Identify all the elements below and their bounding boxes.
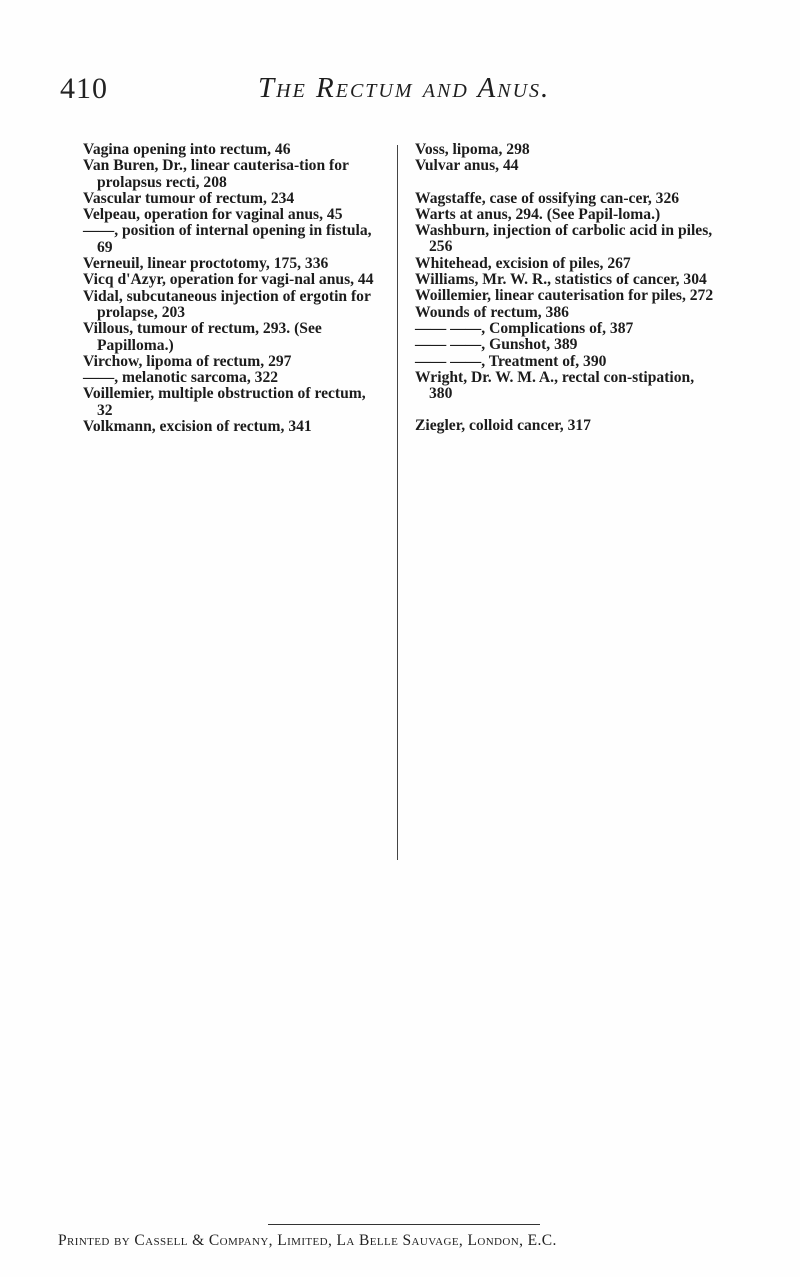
index-entry: Voillemier, multiple obstruction of rectum, 32 [83, 385, 366, 419]
footer-rule [268, 1224, 540, 1225]
index-entry: Wright, Dr. W. M. A., rectal con-stipation, 380 [415, 368, 695, 403]
index-entry: Williams, Mr. W. R., statistics of cancer, 304 [415, 271, 707, 289]
index-entry: Vagina opening into rectum, 46 [83, 141, 291, 158]
index-entry: Vascular tumour of rectum, 234 [83, 189, 295, 207]
page-number: 410 [60, 72, 108, 105]
index-entry: —— ——, Complications of, 387 [415, 319, 634, 337]
index-entry: Verneuil, linear proctotomy, 175, 336 [83, 255, 329, 273]
index-entry: Vicq d'Azyr, operation for vagi-nal anus, 44 [83, 271, 374, 289]
index-entry: Woillemier, linear cauterisation for piles, 272 [415, 287, 714, 305]
running-title: The Rectum and Anus. [258, 72, 551, 104]
index-column-right [415, 142, 720, 435]
index-entry: Wagstaffe, case of ossifying can-cer, 326 [415, 189, 680, 207]
printer-imprint: Printed by Cassell & Company, Limited, La Belle Sauvage, London, E.C. [58, 1232, 557, 1249]
index-entry: Volkmann, excision of rectum, 341 [83, 418, 312, 436]
index-entry: —— ——, Treatment of, 390 [415, 352, 607, 370]
index-entry: Van Buren, Dr., linear cauterisa-tion for prolapsus recti, 208 [83, 157, 349, 191]
index-entry: Washburn, injection of carbolic acid in piles, 256 [415, 222, 713, 256]
index-entry: Voss, lipoma, 298 [415, 141, 530, 158]
index-entry: Wounds of rectum, 386 [415, 303, 569, 321]
index-entry: Virchow, lipoma of rectum, 297 [83, 352, 292, 370]
index-entry: —— ——, Gunshot, 389 [415, 336, 578, 354]
index-entry: Ziegler, colloid cancer, 317 [415, 417, 591, 435]
index-column-left [83, 142, 378, 435]
page-header [60, 72, 760, 112]
index-entry: Whitehead, excision of piles, 267 [415, 254, 631, 272]
index-entry: ——, melanotic sarcoma, 322 [83, 369, 279, 387]
index-entry: Vulvar anus, 44 [415, 157, 519, 175]
index-entry: Warts at anus, 294. (See Papil-loma.) [415, 205, 661, 223]
index-entry: Velpeau, operation for vaginal anus, 45 [83, 206, 343, 224]
index-entry: Villous, tumour of rectum, 293. (See Papilloma.) [83, 320, 322, 354]
index-entry: Vidal, subcutaneous injection of ergotin for prolapse, 203 [83, 287, 371, 321]
index-entry: ——, position of internal opening in fistula, 69 [83, 222, 372, 256]
column-divider [397, 145, 398, 860]
